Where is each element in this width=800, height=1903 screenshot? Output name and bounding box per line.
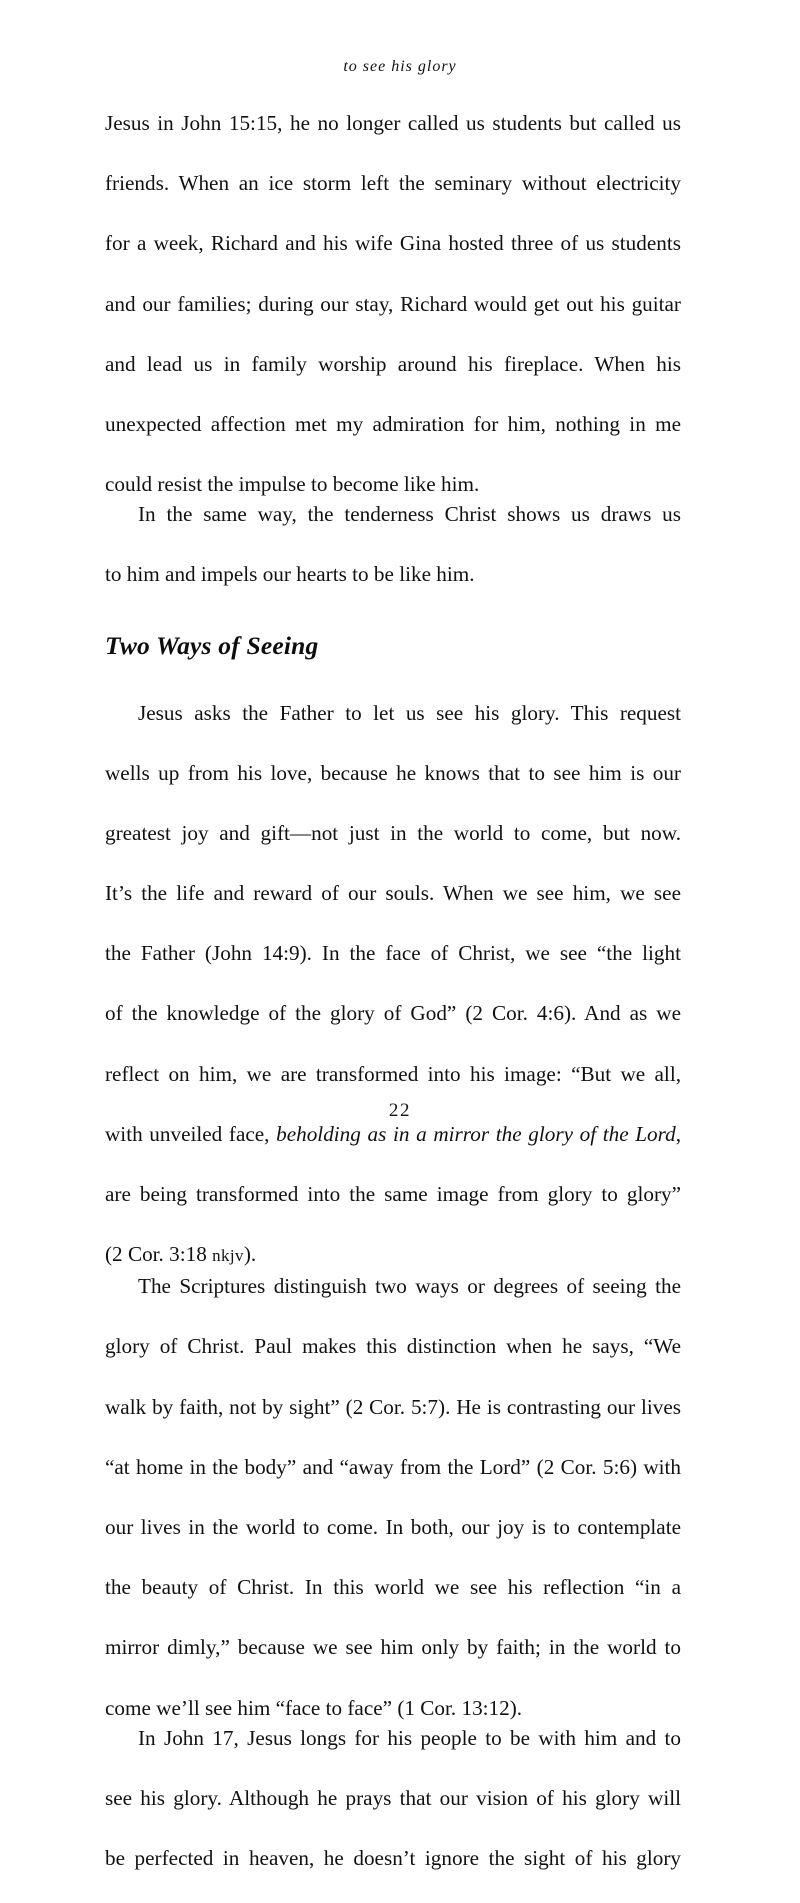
paragraph-2 [105,499,681,589]
text-line: “at home in the body” and “away from the Lord” (2 Cor. 5:6) with [105,1454,681,1479]
text-line: be perfected in heaven, he doesn’t ignore the sight of his glory [105,1846,681,1871]
section-heading: Two Ways of Seeing [105,630,319,660]
text-line: greatest joy and gift—not just in the world to come, but now. [105,820,681,845]
text-line: come we’ll see him “face to face” (1 Cor. 13:12). [105,1695,523,1720]
text-line: the beauty of Christ. In this world we see his reflection “in a [105,1575,681,1600]
text-line: for a week, Richard and his wife Gina hosted three of us students [105,231,681,256]
text-line: mirror dimly,” because we see him only by faith; in the world to [105,1635,681,1660]
scripture-italic-phrase: beholding as in a mirror the glory of the Lord [276,1121,676,1146]
text-line: In John 17, Jesus longs for his people to be with him and to [138,1725,681,1750]
paragraph-5 [105,1723,681,1903]
text-line: of the knowledge of the glory of God” (2 Cor. 4:6). And as we [105,1001,681,1026]
spacer [105,590,681,630]
paragraph-1 [105,108,681,499]
citation-text: (2 Cor. 3:18 [105,1242,213,1267]
text-line: In the same way, the tenderness Christ shows us draws us [138,502,681,527]
line-text: with unveiled face, [105,1121,277,1146]
text-line: and lead us in family worship around his fireplace. When his [105,351,681,376]
text-line: see his glory. Although he prays that our vision of his glory will [105,1785,681,1810]
text-line: Jesus in John 15:15, he no longer called us students but called us [105,111,681,135]
text-line: Jesus asks the Father to let us see his glory. This request [138,700,681,725]
text-line: The Scriptures distinguish two ways or degrees of seeing the [138,1274,681,1299]
paragraph-4 [105,1271,681,1722]
text-line: our lives in the world to come. In both, our joy is to contemplate [105,1515,681,1540]
bible-version-smallcaps: nkjv [212,1246,244,1266]
text-line: wells up from his love, because he knows that to see him is our [105,760,681,785]
text-line: the Father (John 14:9). In the face of Christ, we see “the light [105,941,681,966]
text-line: walk by faith, not by sight” (2 Cor. 5:7). He is contrasting our lives [105,1394,681,1419]
text-line: reflect on him, we are transformed into his image: “But we all, [105,1061,681,1086]
text-line: to him and impels our hearts to be like him. [105,562,475,587]
text-line: glory of Christ. Paul makes this distinction when he says, “We [105,1334,681,1359]
text-line: are being transformed into the same image from glory to glory” [105,1182,681,1206]
citation-closing: ). [243,1242,257,1267]
paragraph-3 [105,698,681,1272]
page-number: 22 [388,1100,412,1121]
text-line: could resist the impulse to become like him. [105,472,480,497]
text-line-with-italic [105,1119,681,1179]
italic-trailing-punctuation: , [675,1121,681,1146]
text-line: It’s the life and reward of our souls. When we see him, we see [105,881,681,906]
running-head: to see his glory [343,58,457,75]
text-line: unexpected affection met my admiration for him, nothing in me [105,411,681,436]
text-column [105,108,681,1903]
text-line: friends. When an ice storm left the seminary without electricity [105,171,681,196]
text-line-citation [105,1239,681,1271]
spacer [105,662,681,698]
text-line: and our families; during our stay, Richard would get out his guitar [105,291,681,316]
